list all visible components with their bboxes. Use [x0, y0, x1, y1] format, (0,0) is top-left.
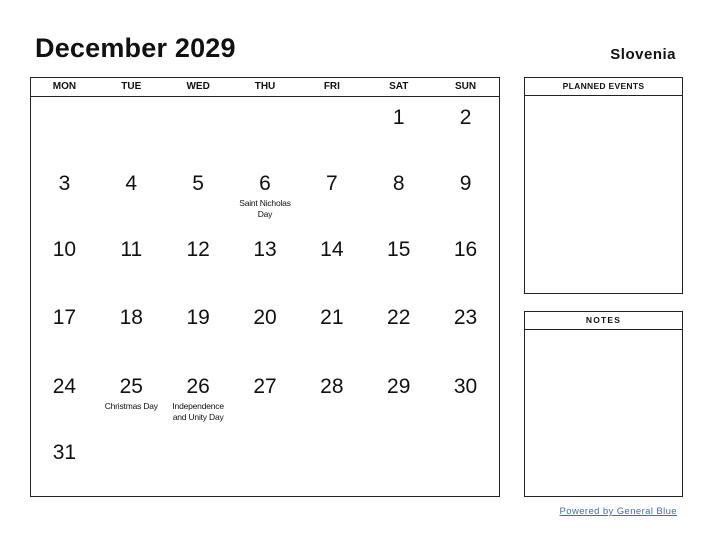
- weekday-header-row: [31, 78, 499, 97]
- day-cell: [31, 432, 98, 496]
- day-cell: [31, 97, 98, 163]
- day-number: [165, 97, 232, 107]
- day-cell: [165, 366, 232, 432]
- holiday-label: Independence and Unity Day: [172, 401, 224, 422]
- day-cell: [432, 163, 499, 229]
- day-cell: [232, 229, 299, 297]
- day-cell: [232, 366, 299, 432]
- day-number: 15: [387, 238, 411, 261]
- day-cell: [365, 97, 432, 163]
- day-cell: [432, 97, 499, 163]
- day-number: 24: [52, 375, 77, 398]
- weekday-tue: TUE: [121, 81, 142, 92]
- weekday-sun: SUN: [455, 81, 477, 92]
- day-number: [31, 97, 98, 107]
- day-number: [432, 432, 499, 442]
- day-cell: [365, 366, 432, 432]
- day-cell: [432, 229, 499, 297]
- weekday-thu: THU: [254, 81, 276, 92]
- day-number: 22: [387, 306, 411, 329]
- day-cell: [98, 432, 165, 496]
- day-cell: [298, 163, 365, 229]
- day-cell: [365, 297, 432, 366]
- day-cell: [365, 229, 432, 297]
- day-cell: [31, 229, 98, 297]
- day-number: 25: [119, 375, 143, 398]
- day-cell: [31, 163, 98, 229]
- day-number: 8: [392, 172, 405, 195]
- day-number: [298, 432, 365, 442]
- day-cell: [98, 163, 165, 229]
- day-number: 1: [392, 106, 405, 129]
- day-cell: [98, 297, 165, 366]
- day-number: 5: [192, 172, 204, 195]
- day-cell: [165, 297, 232, 366]
- day-cell: [298, 229, 365, 297]
- powered-by-link[interactable]: Powered by General Blue: [559, 506, 677, 517]
- calendar-grid: [30, 77, 500, 497]
- day-number: [98, 432, 165, 442]
- day-cell: [298, 297, 365, 366]
- day-cell: [232, 97, 299, 163]
- day-cell: [232, 163, 299, 229]
- day-cell: [432, 432, 499, 496]
- day-number: 6: [259, 172, 271, 195]
- day-cell: [232, 297, 299, 366]
- day-cell: [98, 366, 165, 432]
- day-number: 19: [186, 306, 210, 329]
- day-number: 14: [320, 238, 344, 261]
- day-number: 26: [186, 375, 210, 398]
- country-label: Slovenia: [610, 46, 676, 63]
- day-number: 11: [120, 238, 143, 261]
- day-number: 3: [58, 172, 71, 195]
- day-number: 27: [253, 375, 277, 398]
- day-cell: [165, 229, 232, 297]
- day-cell: [31, 366, 98, 432]
- day-number: [98, 97, 165, 107]
- day-cell: [298, 366, 365, 432]
- page-title: December 2029: [35, 33, 236, 63]
- day-cell: [98, 97, 165, 163]
- holiday-label: Saint Nicholas Day: [239, 198, 291, 219]
- day-cell: [98, 229, 165, 297]
- day-number: [165, 432, 232, 442]
- day-cell: [365, 163, 432, 229]
- day-cell: [165, 97, 232, 163]
- day-number: 18: [119, 306, 143, 329]
- weekday-sat: SAT: [389, 81, 409, 92]
- day-number: 12: [186, 238, 210, 261]
- planned-events-panel: [524, 77, 683, 294]
- weekday-wed: WED: [186, 81, 210, 92]
- day-number: 30: [453, 375, 478, 398]
- day-number: 23: [453, 306, 478, 329]
- day-number: 2: [459, 106, 472, 129]
- day-cells: [31, 97, 499, 496]
- day-number: 21: [320, 306, 344, 329]
- day-number: [232, 97, 299, 107]
- weekday-fri: FRI: [323, 81, 340, 92]
- day-cell: [298, 97, 365, 163]
- day-cell: [165, 163, 232, 229]
- day-cell: [432, 297, 499, 366]
- holiday-label: Christmas Day: [104, 401, 158, 411]
- planned-events-header: PLANNED EVENTS: [525, 78, 682, 96]
- day-number: 20: [253, 306, 277, 329]
- day-number: [232, 432, 299, 442]
- day-cell: [432, 366, 499, 432]
- notes-panel: [524, 311, 683, 497]
- day-number: 13: [253, 238, 277, 261]
- day-number: 10: [52, 238, 77, 261]
- day-number: 9: [459, 172, 472, 195]
- day-number: 31: [52, 441, 77, 464]
- day-number: 16: [453, 238, 478, 261]
- day-cell: [31, 297, 98, 366]
- day-cell: [365, 432, 432, 496]
- day-number: 7: [326, 172, 338, 195]
- day-number: 28: [320, 375, 344, 398]
- day-number: [365, 432, 432, 442]
- day-number: [298, 97, 365, 107]
- day-number: 4: [125, 172, 138, 195]
- day-number: 29: [387, 375, 411, 398]
- day-cell: [165, 432, 232, 496]
- day-number: 17: [52, 306, 77, 329]
- notes-header: NOTES: [525, 312, 682, 330]
- day-cell: [298, 432, 365, 496]
- weekday-mon: MON: [52, 81, 77, 92]
- day-cell: [232, 432, 299, 496]
